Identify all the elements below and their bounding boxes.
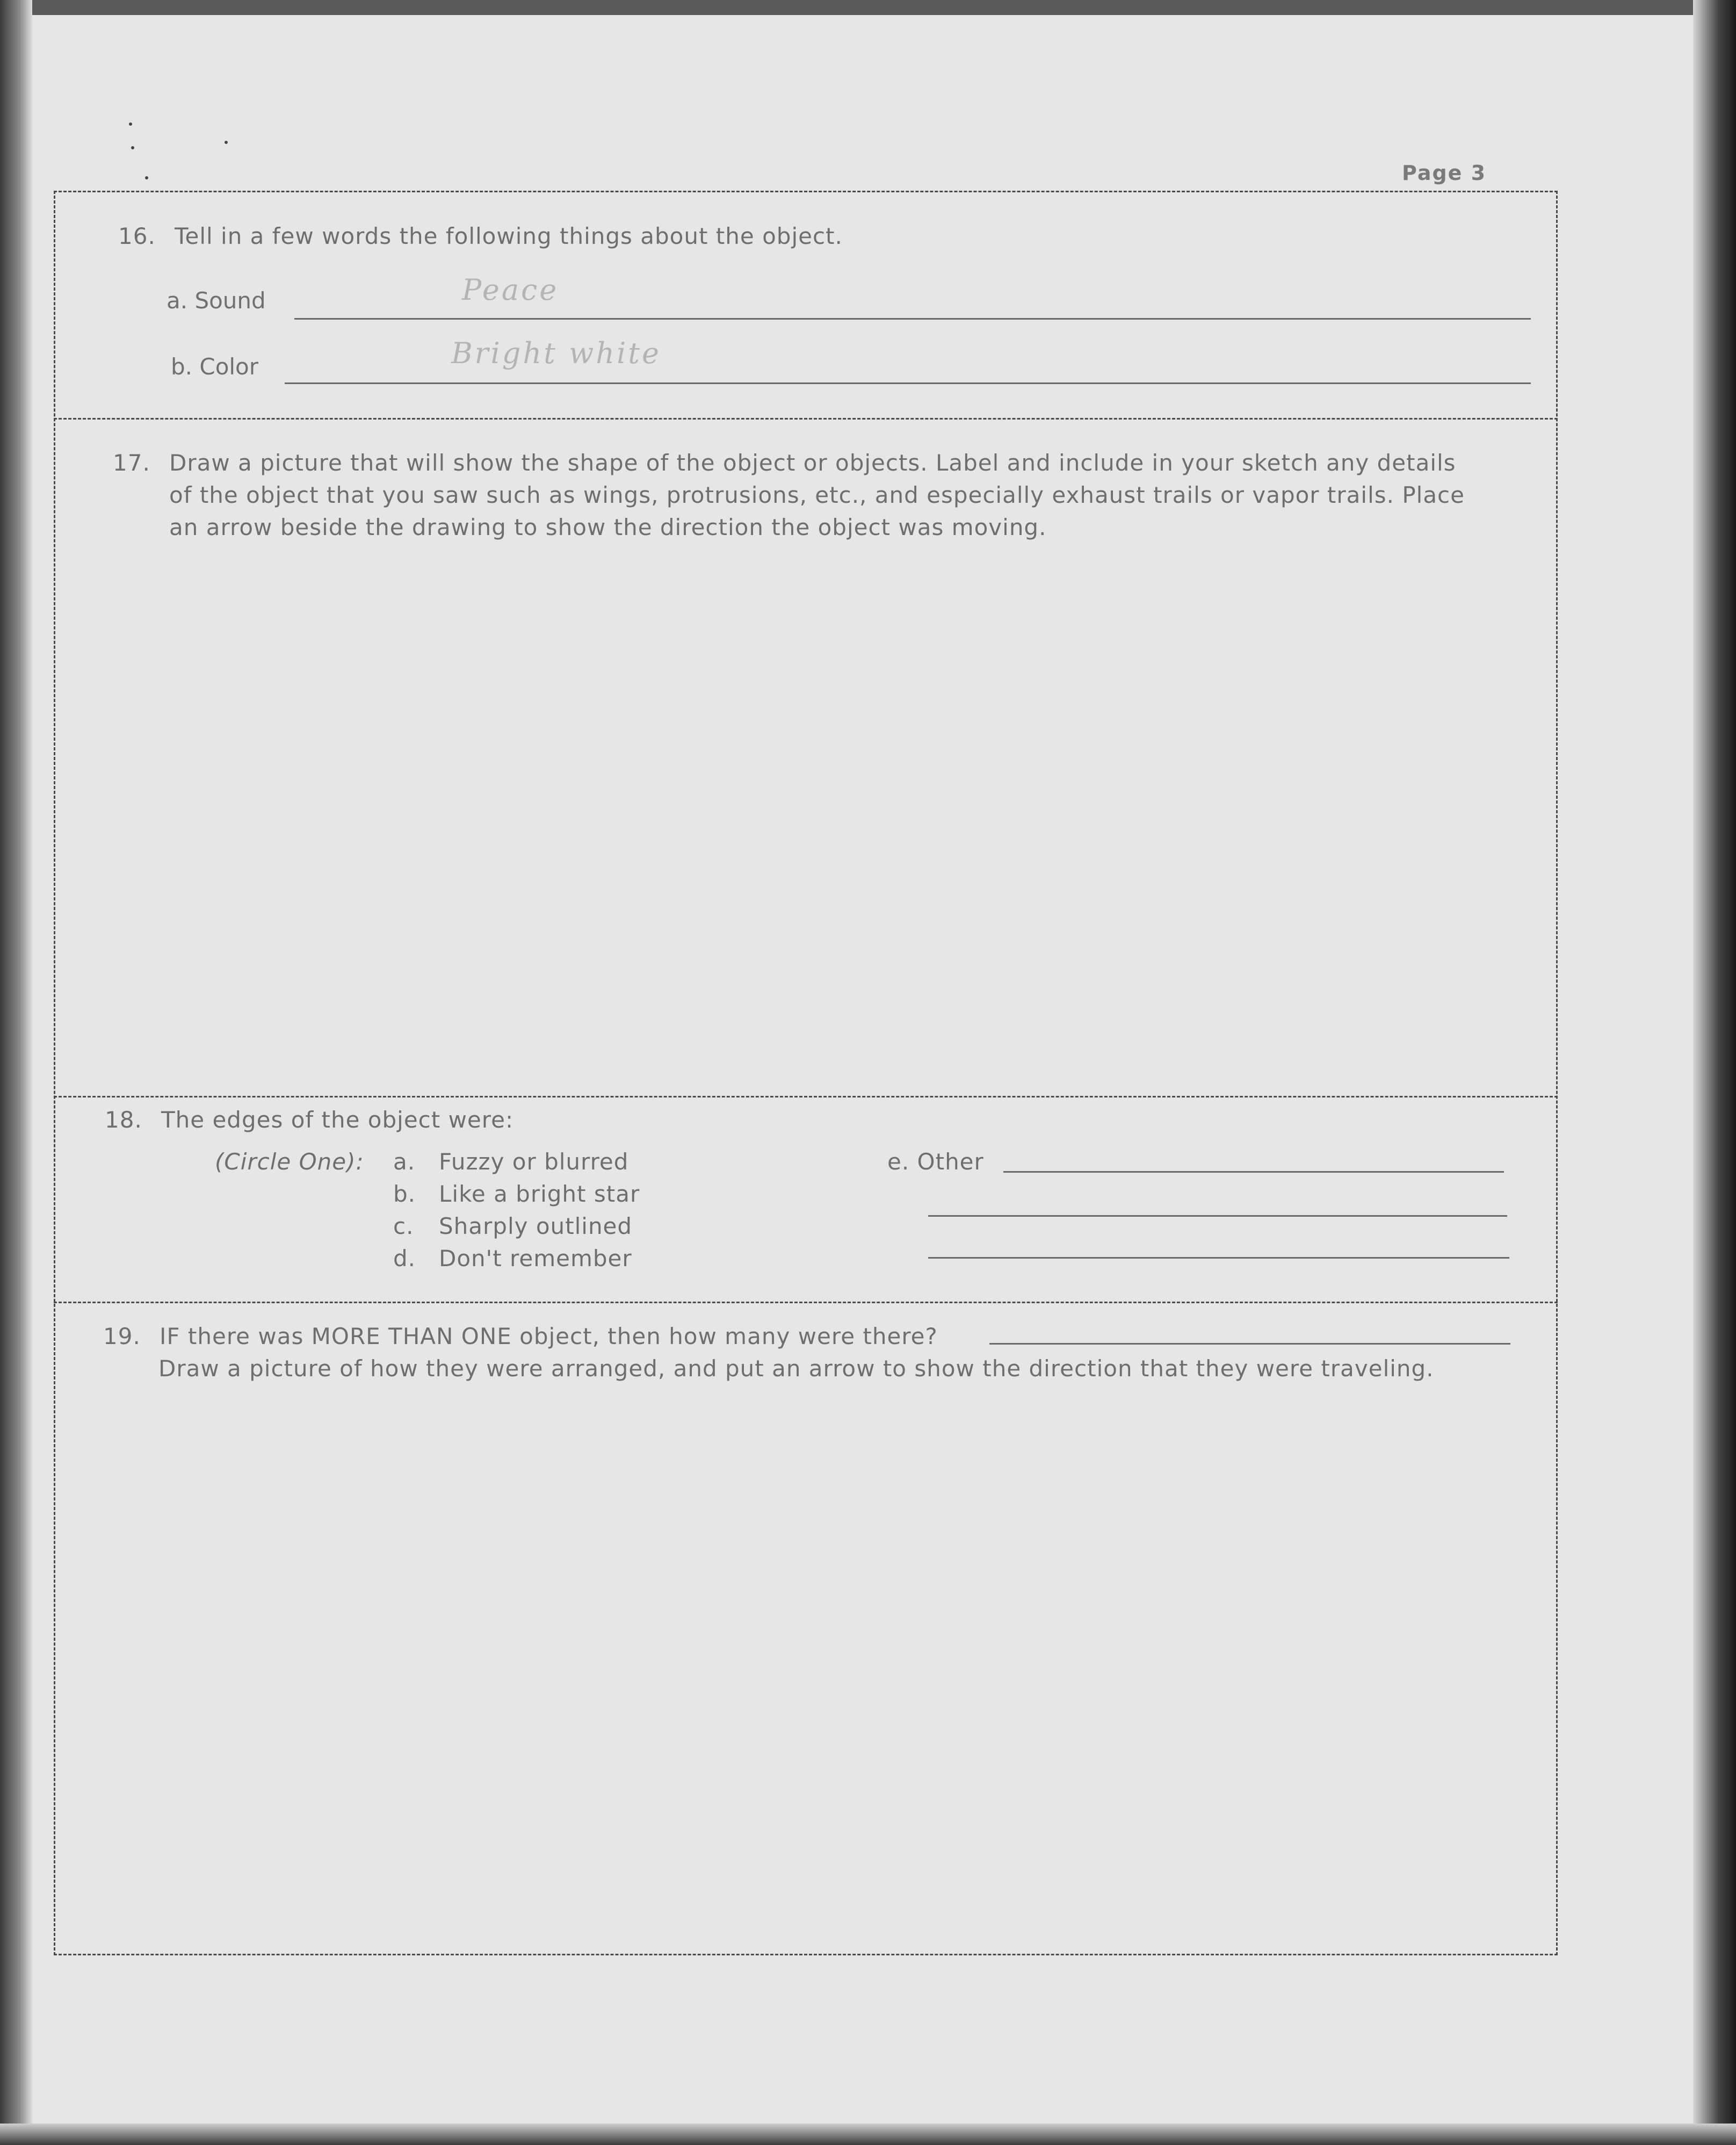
- other-answer-line-2[interactable]: [928, 1215, 1507, 1217]
- option-c[interactable]: [393, 1213, 632, 1239]
- option-a-letter: a.: [393, 1149, 416, 1175]
- option-d-letter: d.: [393, 1245, 416, 1272]
- other-answer-line-1[interactable]: [1003, 1171, 1504, 1173]
- question-19: [103, 1320, 938, 1353]
- scan-edge-bottom: [0, 2124, 1736, 2145]
- page-number: Page 3: [1402, 161, 1487, 185]
- question-17-number: 17.: [113, 450, 150, 476]
- option-a-text: Fuzzy or blurred: [439, 1149, 629, 1175]
- option-a[interactable]: [393, 1149, 628, 1175]
- section-divider-17-18: [54, 1096, 1558, 1097]
- sound-answer[interactable]: Peace: [462, 273, 559, 307]
- color-label: b. Color: [171, 353, 259, 380]
- question-18: [105, 1104, 513, 1136]
- question-18-text: The edges of the object were:: [161, 1107, 514, 1133]
- scan-edge-right: [1693, 0, 1736, 2145]
- question-18-number: 18.: [105, 1107, 142, 1133]
- color-answer[interactable]: Bright white: [451, 336, 661, 370]
- scan-edge-top: [0, 0, 1736, 15]
- sketch-area-17[interactable]: [70, 553, 1542, 1069]
- color-answer-line: [285, 382, 1531, 384]
- question-16: [118, 220, 843, 252]
- option-b[interactable]: [393, 1181, 640, 1207]
- speck: [225, 141, 228, 144]
- question-16-text: Tell in a few words the following things about the object.: [175, 223, 843, 249]
- speck: [131, 146, 134, 149]
- option-d[interactable]: [393, 1245, 632, 1272]
- speck: [145, 176, 148, 179]
- option-b-text: Like a bright star: [439, 1181, 640, 1207]
- option-c-letter: c.: [393, 1213, 414, 1239]
- question-17-line1: Draw a picture that will show the shape of the object or objects. Label and include in your sketch any details: [169, 450, 1456, 476]
- object-count-line[interactable]: [989, 1343, 1510, 1345]
- speck: [129, 122, 132, 126]
- question-16-number: 16.: [118, 223, 156, 249]
- question-17-line3: an arrow beside the drawing to show the direction the object was moving.: [169, 514, 1047, 540]
- question-19-line1: IF there was MORE THAN ONE object, then how many were there?: [160, 1323, 938, 1349]
- section-divider-16-17: [54, 418, 1558, 420]
- option-b-letter: b.: [393, 1181, 416, 1207]
- question-17: [113, 447, 1456, 479]
- sketch-area-19[interactable]: [70, 1397, 1542, 1939]
- section-divider-18-19: [54, 1302, 1558, 1303]
- scan-edge-left: [0, 0, 32, 2145]
- sound-label: a. Sound: [167, 287, 266, 314]
- question-19-line2: Draw a picture of how they were arranged, and put an arrow to show the direction that they were traveling.: [158, 1355, 1434, 1382]
- option-c-text: Sharply outlined: [439, 1213, 633, 1239]
- other-answer-line-3[interactable]: [928, 1257, 1509, 1259]
- question-17-line2: of the object that you saw such as wings, protrusions, etc., and especially exhaust trails or vapor trails. Place: [169, 482, 1465, 508]
- sound-answer-line: [294, 318, 1531, 320]
- option-e-other-label: e. Other: [887, 1149, 984, 1175]
- option-d-text: Don't remember: [439, 1245, 632, 1272]
- question-19-number: 19.: [103, 1323, 141, 1349]
- circle-one-instruction: (Circle One):: [215, 1149, 364, 1175]
